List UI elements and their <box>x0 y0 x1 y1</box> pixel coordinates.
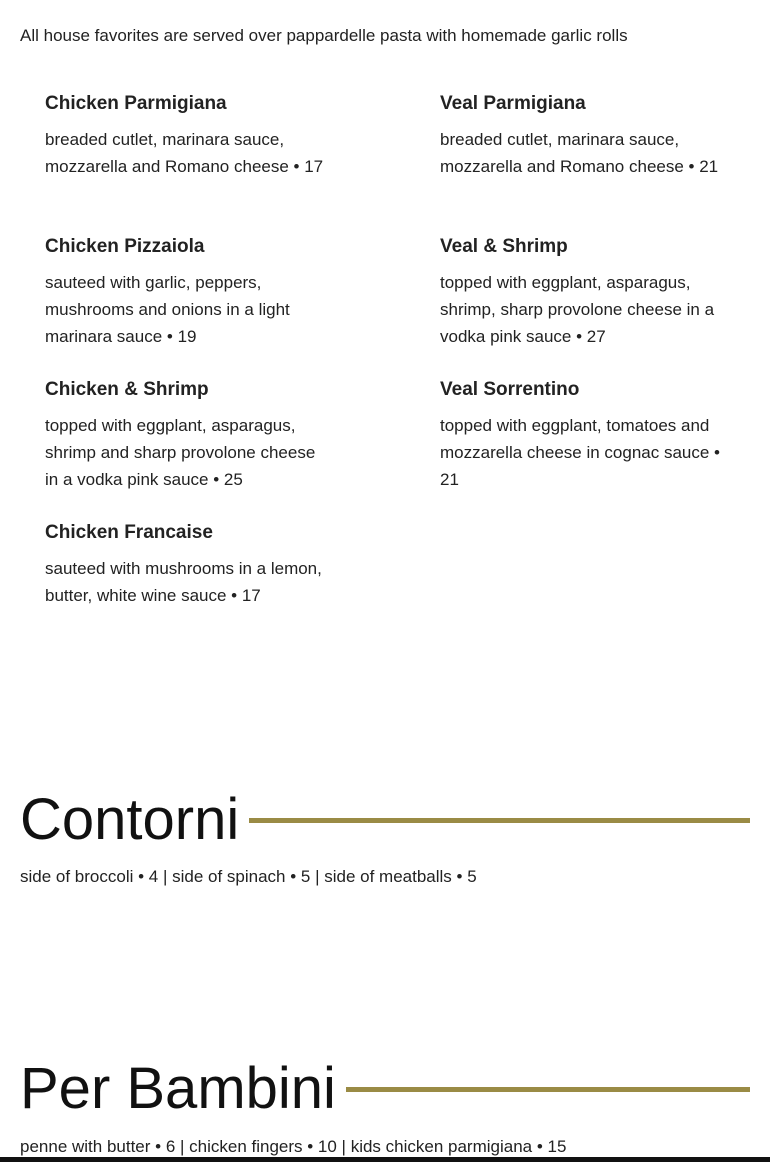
menu-item-description: breaded cutlet, marinara sauce, mozzarella and Romano cheese • 17 <box>45 130 324 176</box>
menu-item-name: Veal Sorrentino <box>440 379 580 400</box>
menu-item-name: Chicken Pizzaiola <box>45 236 205 257</box>
bambini-items: penne with butter • 6 | chicken fingers • 10 | kids chicken parmigiana • 15 <box>20 1137 567 1156</box>
section-divider <box>249 818 750 823</box>
menu-item-description: sauteed with garlic, peppers, mushrooms and onions in a light marinara sauce • 19 <box>45 273 290 346</box>
menu-item <box>45 521 330 664</box>
menu-item-description: breaded cutlet, marinara sauce, mozzarella and Romano cheese • 21 <box>440 130 719 176</box>
menu-column-left <box>45 92 330 664</box>
section-divider <box>346 1087 750 1092</box>
menu-item-name: Veal Parmigiana <box>440 93 586 114</box>
menu-item <box>440 92 725 235</box>
menu-item <box>440 235 725 378</box>
menu-item <box>45 235 330 378</box>
menu-item-name: Chicken & Shrimp <box>45 379 209 400</box>
contorni-items: side of broccoli • 4 | side of spinach • 5 | side of meatballs • 5 <box>20 867 477 886</box>
menu-item-description: topped with eggplant, asparagus, shrimp, sharp provolone cheese in a vodka pink sauce • 27 <box>440 273 715 346</box>
menu-item-name: Chicken Francaise <box>45 522 213 543</box>
menu-item-description: topped with eggplant, tomatoes and mozzarella cheese in cognac sauce • 21 <box>440 416 720 489</box>
section-intro: All house favorites are served over pappardelle pasta with homemade garlic rolls <box>20 26 628 45</box>
menu-item <box>45 92 330 235</box>
menu-item-description: sauteed with mushrooms in a lemon, butter, white wine sauce • 17 <box>45 559 322 605</box>
menu-item <box>45 378 330 521</box>
bambini-header <box>20 1056 750 1122</box>
bottom-bar <box>0 1157 770 1162</box>
menu-item-name: Veal & Shrimp <box>440 236 568 257</box>
section-title-bambini: Per Bambini <box>20 1056 336 1121</box>
contorni-header <box>20 787 750 853</box>
section-title-contorni: Contorni <box>20 787 240 852</box>
menu-item <box>440 378 725 521</box>
menu-column-right <box>440 92 725 521</box>
menu-item-description: topped with eggplant, asparagus, shrimp and sharp provolone cheese in a vodka pink sauce • 25 <box>45 416 316 489</box>
menu-item-name: Chicken Parmigiana <box>45 93 227 114</box>
